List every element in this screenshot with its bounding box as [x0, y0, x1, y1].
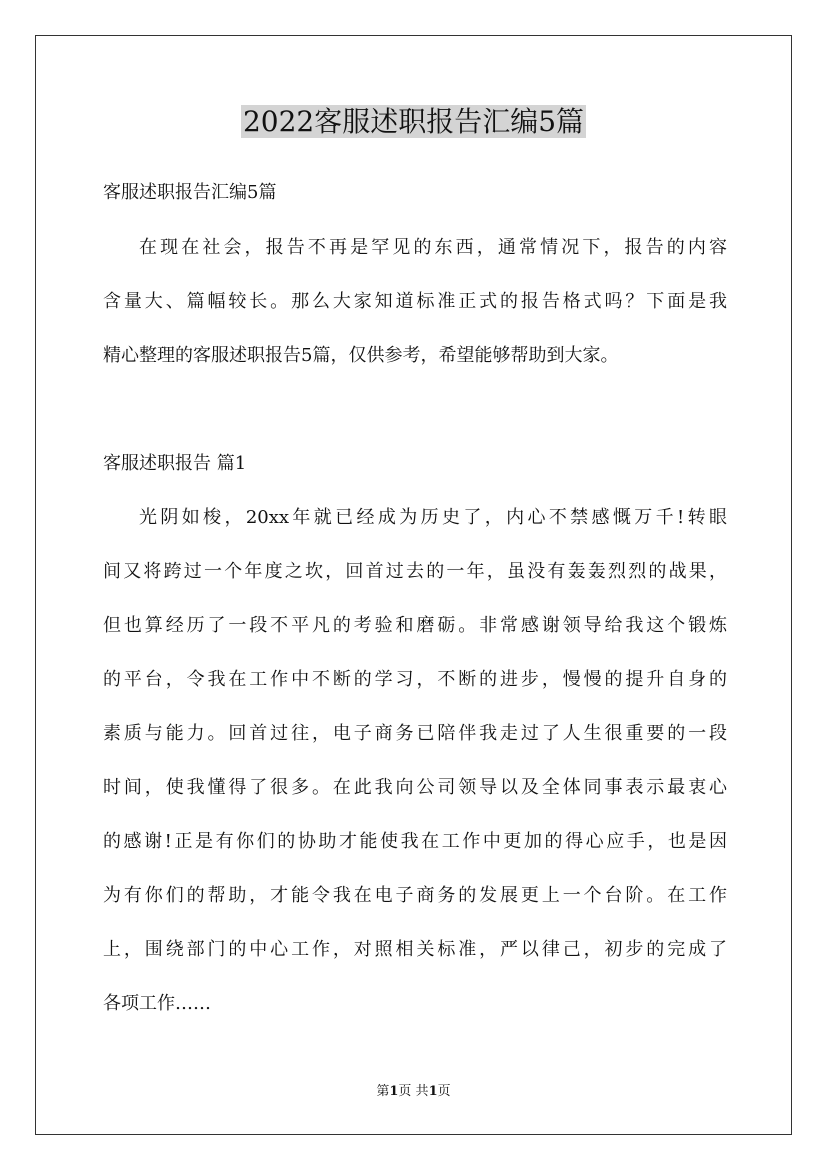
body-line-8: 为有你们的帮助，才能令我在电子商务的发展更上一个台阶。在工作	[103, 885, 727, 906]
body-line-4: 的平台，令我在工作中不断的学习，不断的进步，慢慢的提升自身的	[103, 669, 727, 690]
body-line-3: 但也算经历了一段不平凡的考验和磨砺。非常感谢领导给我这个锻炼	[103, 615, 727, 636]
page-footer	[0, 1083, 827, 1101]
intro-line-3: 精心整理的客服述职报告5篇，仅供参考，希望能够帮助到大家。	[103, 345, 619, 366]
section-heading: 客服述职报告 篇1	[103, 453, 247, 474]
body-line-2: 间又将跨过一个年度之坎，回首过去的一年，虽没有轰轰烈烈的战果，	[103, 561, 727, 582]
body-line-6: 时间，使我懂得了很多。在此我向公司领导以及全体同事表示最衷心	[103, 777, 727, 798]
body-line-7: 的感谢!正是有你们的协助才能使我在工作中更加的得心应手，也是因	[103, 831, 727, 852]
intro-line-2: 含量大、篇幅较长。那么大家知道标准正式的报告格式吗？下面是我	[103, 291, 727, 312]
body-line-10: 各项工作……	[103, 993, 211, 1014]
document-title-text: 2022客服述职报告汇编5篇	[242, 105, 585, 138]
footer-page-total: 1	[428, 1084, 438, 1099]
document-title	[0, 100, 827, 144]
intro-line-1: 在现在社会，报告不再是罕见的东西，通常情况下，报告的内容	[139, 237, 727, 258]
body-line-9: 上，围绕部门的中心工作，对照相关标准，严以律己，初步的完成了	[103, 939, 727, 960]
footer-page-mid: 页 共	[398, 1084, 429, 1099]
document-subtitle: 客服述职报告汇编5篇	[103, 182, 277, 203]
footer-page-suffix: 页	[437, 1084, 451, 1099]
footer-page-current: 1	[389, 1084, 399, 1099]
footer-page-prefix: 第	[376, 1084, 390, 1099]
body-line-1: 光阴如梭，20xx年就已经成为历史了，内心不禁感慨万千!转眼	[139, 507, 727, 528]
body-line-5: 素质与能力。回首过往，电子商务已陪伴我走过了人生很重要的一段	[103, 723, 727, 744]
